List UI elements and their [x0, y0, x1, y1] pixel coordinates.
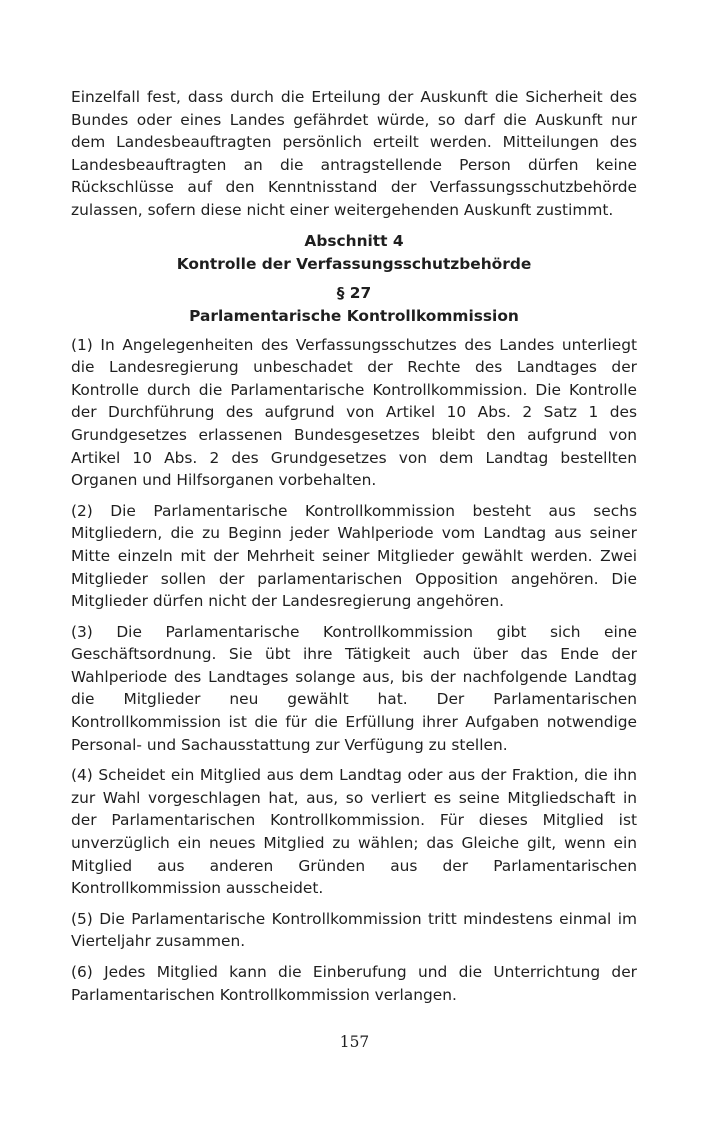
- paragraph-number: § 27: [336, 283, 372, 302]
- clause-3: (3) Die Parlamentarische Kontrollkommission gibt sich eine Geschäftsordnung. Sie übt ihre Tätigkeit auch über das Ende der Wahlperiode des Landtages solange aus, bis der nachfolgende Landtag die Mitglieder neu gewählt hat. Der Parlamentarischen Kontrollkommission ist die für die Erfüllung ihrer Aufgaben notwendige Personal- und Sachausstattung zur Verfügung zu stellen.: [71, 622, 637, 754]
- clause-2: (2) Die Parlamentarische Kontrollkommission besteht aus sechs Mitgliedern, die zu Beginn jeder Wahlperiode vom Landtag aus seiner Mitte einzeln mit der Mehrheit seiner Mitglieder gewählt werden. Zwei Mitglieder sollen der parlamentarischen Opposition angehören. Die Mitglieder dürfen nicht der Landesregierung angehören.: [71, 501, 637, 611]
- clause-1: (1) In Angelegenheiten des Verfassungsschutzes des Landes unterliegt die Landesregierung unbeschadet der Rechte des Landtages der Kontrolle durch die Parlamentarische Kontrollkommission. Die Kontrolle der Durchführung des aufgrund von Artikel 10 Abs. 2 Satz 1 des Grundgesetzes erlassenen Bundesgesetzes bleibt den aufgrund von Artikel 10 Abs. 2 des Grundgesetzes von dem Landtag bestellten Organen und Hilfsorganen vorbehalten.: [71, 335, 637, 490]
- intro-paragraph: Einzelfall fest, dass durch die Erteilung der Auskunft die Sicherheit des Bundes oder eines Landes gefährdet würde, so darf die Auskunft nur dem Landesbeauftragten persönlich erteilt werden. Mitteilungen des Landesbeauftragten an die antragstellende Person dürfen keine Rückschlüsse auf den Kenntnisstand der Verfassungsschutzbehörde zulassen, sofern diese nicht einer weitergehenden Auskunft zustimmt.: [71, 88, 637, 219]
- section-title: Kontrolle der Verfassungsschutzbehörde: [176, 254, 532, 273]
- clause-5: (5) Die Parlamentarische Kontrollkommission tritt mindestens einmal im Vierteljahr zusammen.: [71, 909, 637, 951]
- clause-4: (4) Scheidet ein Mitglied aus dem Landtag oder aus der Fraktion, die ihn zur Wahl vorgeschlagen hat, aus, so verliert es seine Mitgliedschaft in der Parlamentarischen Kontrollkommission. Für dieses Mitglied ist unverzüglich ein neues Mitglied zu wählen; das Gleiche gilt, wenn ein Mitglied aus anderen Gründen aus der Parlamentarischen Kontrollkommission ausscheidet.: [71, 766, 637, 898]
- page-number: 157: [339, 1033, 370, 1051]
- paragraph-heading: [71, 282, 637, 328]
- paragraph-title: Parlamentarische Kontrollkommission: [189, 306, 519, 325]
- page-body: [71, 86, 637, 1014]
- clause-6: (6) Jedes Mitglied kann die Einberufung und die Unterrichtung der Parlamentarischen Kontrollkommission verlangen.: [71, 963, 637, 1004]
- section-heading: [71, 230, 637, 276]
- section-label: Abschnitt 4: [304, 231, 404, 250]
